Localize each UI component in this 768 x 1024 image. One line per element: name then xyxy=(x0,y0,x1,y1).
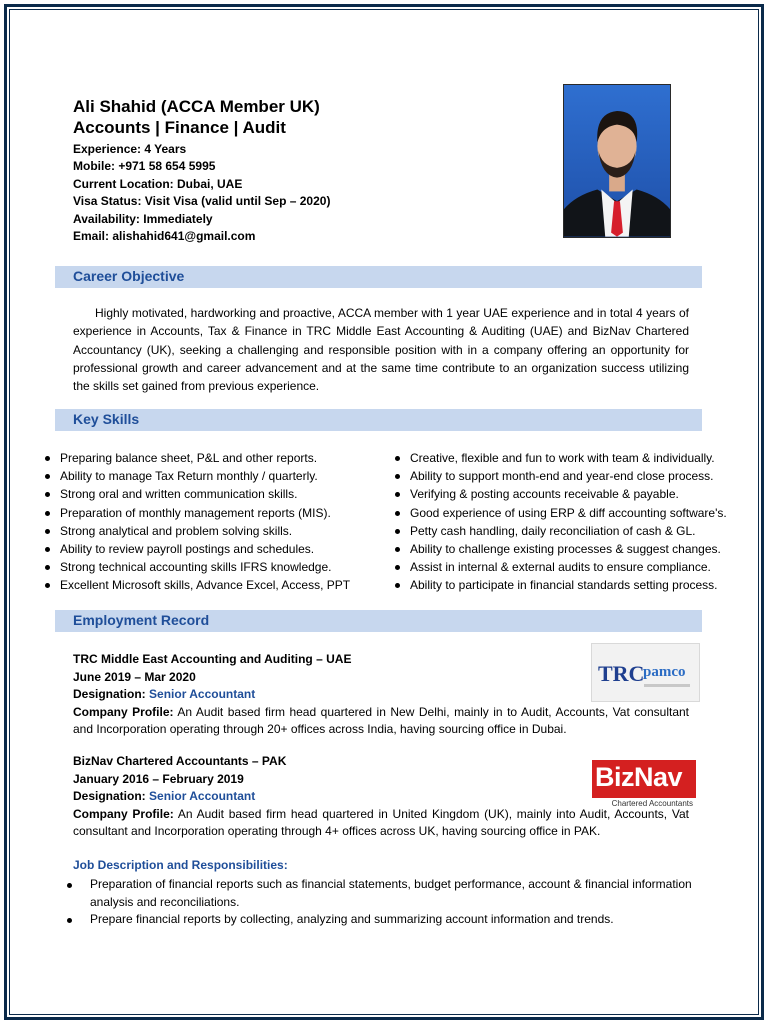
bullet-icon xyxy=(45,456,50,461)
list-item: Prepare financial reports by collecting, analyzing and summarizing account information and trends. xyxy=(63,911,693,929)
bullet-icon xyxy=(395,547,400,552)
info-email: Email: alishahid641@gmail.com xyxy=(73,229,256,244)
list-item: Verifying & posting accounts receivable & payable. xyxy=(395,485,727,503)
section-employment-record xyxy=(55,610,702,632)
logo-text: BizNav xyxy=(595,762,683,792)
bullet-icon xyxy=(395,511,400,516)
job-profile: Company Profile: An Audit based firm head quartered in United Kingdom (UK), mainly into Audit, Accounts, Vat consultant and Incorporation operating through 4+ offices across UK, having sourcing office in PAK. xyxy=(73,806,689,839)
list-item: Petty cash handling, daily reconciliation of cash & GL. xyxy=(395,522,727,540)
person-portrait-icon xyxy=(564,85,670,237)
list-item: Excellent Microsoft skills, Advance Excel, Access, PPT xyxy=(45,576,350,594)
skills-list-left xyxy=(45,449,350,595)
list-item: Preparation of monthly management reports (MIS). xyxy=(45,504,350,522)
list-item: Ability to challenge existing processes & suggest changes. xyxy=(395,540,727,558)
info-location: Current Location: Dubai, UAE xyxy=(73,176,243,191)
candidate-name: Ali Shahid (ACCA Member UK) xyxy=(73,97,320,116)
bullet-icon xyxy=(395,565,400,570)
list-item: Ability to support month-end and year-end close process. xyxy=(395,467,727,485)
profile-photo xyxy=(563,84,671,238)
logo-text: pamco xyxy=(643,664,686,680)
job-description-title: Job Description and Responsibilities: xyxy=(73,858,288,872)
logo-tagline-decoration xyxy=(644,684,690,687)
list-item: Ability to manage Tax Return monthly / quarterly. xyxy=(45,467,350,485)
logo-text: TRC xyxy=(598,661,645,686)
bullet-icon xyxy=(45,583,50,588)
job-profile: Company Profile: An Audit based firm head quartered in New Delhi, mainly in to Audit, Accounts, Vat consultant and Incorporation operating through 20+ offices across India, having sourcing office in Dubai. xyxy=(73,704,689,737)
list-item: Strong oral and written communication skills. xyxy=(45,485,350,503)
bullet-icon xyxy=(45,474,50,479)
bullet-icon xyxy=(67,918,72,923)
resume-header xyxy=(73,96,533,245)
job-designation: Designation: Senior Accountant xyxy=(73,687,256,702)
list-item: Preparing balance sheet, P&L and other reports. xyxy=(45,449,350,467)
objective-paragraph: Highly motivated, hardworking and proactive, ACCA member with 1 year UAE experience and in total 4 years of experience in Accounts, Tax & Finance in TRC Middle East Accounting & Auditing (UAE) and BizNav Chartered Accountancy (UK), seeking a challenging and responsible position with in a company offering an opportunity for professional growth and career advancement and at the same time contribute to an organization success utilizing the skills set gained from previous experience. xyxy=(73,306,689,394)
bullet-icon xyxy=(45,529,50,534)
list-item: Ability to participate in financial standards setting process. xyxy=(395,576,727,594)
job-role: Senior Accountant xyxy=(149,789,256,804)
job-dates: January 2016 – February 2019 xyxy=(73,771,244,786)
info-visa: Visa Status: Visit Visa (valid until Sep – 2020) xyxy=(73,194,331,209)
job-company: TRC Middle East Accounting and Auditing – UAE xyxy=(73,652,352,666)
job-description-list xyxy=(63,876,693,929)
bullet-icon xyxy=(395,456,400,461)
section-title: Key Skills xyxy=(73,411,140,427)
biznav-logo xyxy=(592,760,696,810)
logo-subtext: Chartered Accountants xyxy=(611,799,693,808)
list-item: Strong technical accounting skills IFRS knowledge. xyxy=(45,558,350,576)
list-item: Good experience of using ERP & diff accounting software's. xyxy=(395,504,727,522)
bullet-icon xyxy=(395,583,400,588)
section-title: Career Objective xyxy=(73,268,185,284)
section-key-skills xyxy=(55,409,702,431)
section-title: Employment Record xyxy=(73,612,210,628)
bullet-icon xyxy=(395,474,400,479)
bullet-icon xyxy=(67,883,72,888)
job-role: Senior Accountant xyxy=(149,687,256,702)
info-availability: Availability: Immediately xyxy=(73,211,213,226)
bullet-icon xyxy=(45,511,50,516)
bullet-icon xyxy=(45,492,50,497)
section-career-objective xyxy=(55,266,702,288)
info-experience: Experience: 4 Years xyxy=(73,142,187,156)
candidate-roles: Accounts | Finance | Audit xyxy=(73,118,286,137)
job-company: BizNav Chartered Accountants – PAK xyxy=(73,754,287,768)
list-item: Strong analytical and problem solving skills. xyxy=(45,522,350,540)
trc-pamco-logo xyxy=(591,643,700,702)
skills-list-right xyxy=(395,449,727,595)
list-item: Ability to review payroll postings and schedules. xyxy=(45,540,350,558)
bullet-icon xyxy=(395,492,400,497)
bullet-icon xyxy=(395,529,400,534)
job-dates: June 2019 – Mar 2020 xyxy=(73,669,196,684)
info-mobile: Mobile: +971 58 654 5995 xyxy=(73,159,216,174)
list-item: Assist in internal & external audits to ensure compliance. xyxy=(395,558,727,576)
list-item: Preparation of financial reports such as financial statements, budget performance, account & financial information analysis and reconciliations. xyxy=(63,876,693,911)
job-designation: Designation: Senior Accountant xyxy=(73,789,256,804)
career-objective-text xyxy=(73,304,689,395)
bullet-icon xyxy=(45,547,50,552)
bullet-icon xyxy=(45,565,50,570)
list-item: Creative, flexible and fun to work with team & individually. xyxy=(395,449,727,467)
